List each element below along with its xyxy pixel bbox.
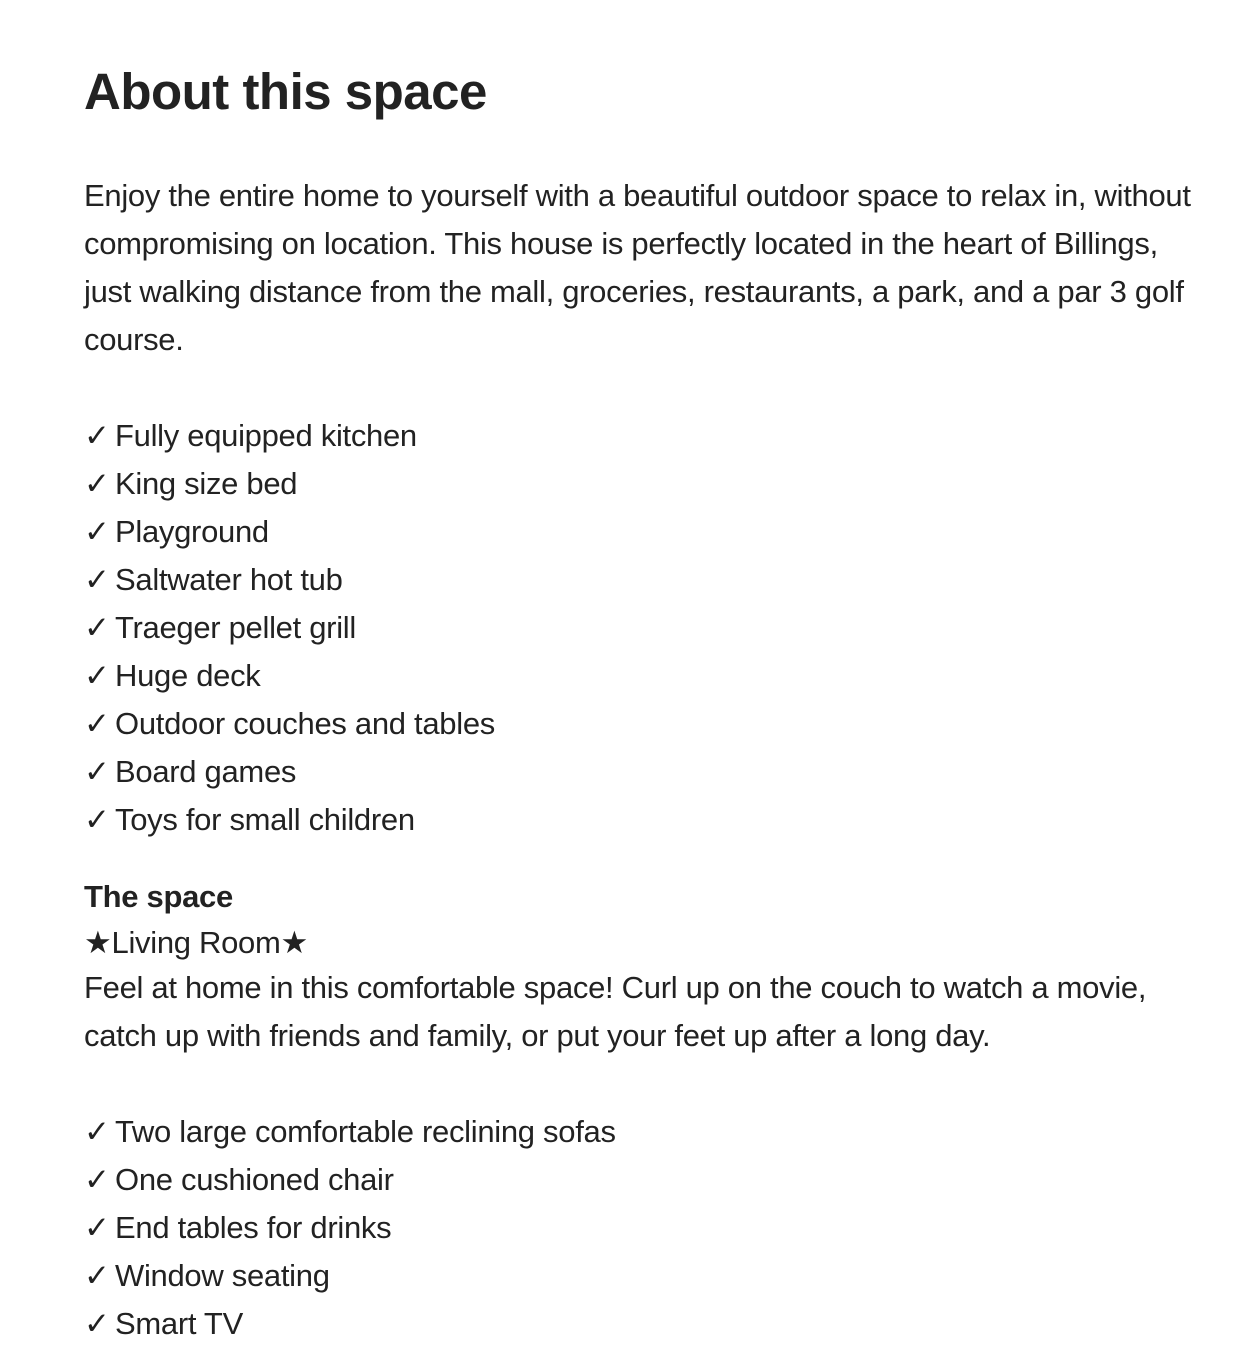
check-icon: ✓ (84, 1114, 110, 1149)
check-icon: ✓ (84, 466, 110, 501)
list-item-label: Saltwater hot tub (115, 562, 343, 597)
page-title: About this space (84, 63, 487, 120)
check-icon: ✓ (84, 1306, 110, 1341)
list-item (84, 1108, 616, 1156)
list-item (84, 700, 495, 748)
list-item-label: Huge deck (115, 658, 261, 693)
check-icon: ✓ (84, 610, 110, 645)
check-icon: ✓ (84, 1258, 110, 1293)
list-item-label: Board games (115, 754, 297, 789)
list-item-label: Window seating (115, 1258, 330, 1293)
list-item (84, 1300, 616, 1348)
check-icon: ✓ (84, 658, 110, 693)
list-item (84, 508, 495, 556)
check-icon: ✓ (84, 1162, 110, 1197)
list-item (84, 412, 495, 460)
check-icon: ✓ (84, 1210, 110, 1245)
list-item-label: Outdoor couches and tables (115, 706, 495, 741)
list-item-label: One cushioned chair (115, 1162, 394, 1197)
list-item-label: Two large comfortable reclining sofas (115, 1114, 616, 1149)
list-item (84, 1252, 616, 1300)
check-icon: ✓ (84, 562, 110, 597)
list-item-label: Playground (115, 514, 269, 549)
list-item-label: Traeger pellet grill (115, 610, 356, 645)
check-icon: ✓ (84, 754, 110, 789)
check-icon: ✓ (84, 802, 110, 837)
list-item (84, 748, 495, 796)
room-description: Feel at home in this comfortable space! Curl up on the couch to watch a movie, catch up with friends and family, or put your feet up after a long day. (84, 970, 1147, 1053)
check-icon: ✓ (84, 418, 110, 453)
list-item-label: End tables for drinks (115, 1210, 392, 1245)
check-icon: ✓ (84, 514, 110, 549)
room-title (84, 920, 308, 966)
list-item (84, 652, 495, 700)
list-item (84, 796, 495, 844)
check-icon: ✓ (84, 706, 110, 741)
list-item-label: Toys for small children (115, 802, 415, 837)
list-item (84, 604, 495, 652)
list-item-label: King size bed (115, 466, 298, 501)
intro-paragraph: Enjoy the entire home to yourself with a beautiful outdoor space to relax in, without compromising on location. This house is perfectly located in the heart of Billings, just walking distance from the mall, groceries, restaurants, a park, and a par 3 golf course. (84, 178, 1191, 357)
section-heading: The space (84, 879, 233, 914)
list-item (84, 460, 495, 508)
list-item-label: Fully equipped kitchen (115, 418, 417, 453)
list-item (84, 1156, 616, 1204)
star-icon: ★ (280, 925, 309, 960)
list-item (84, 1204, 616, 1252)
list-item-label: Smart TV (115, 1306, 243, 1341)
room-feature-list (84, 1108, 616, 1348)
list-item (84, 556, 495, 604)
star-icon: ★ (84, 925, 112, 960)
room-title-label: Living Room (111, 925, 281, 960)
feature-list (84, 412, 495, 844)
